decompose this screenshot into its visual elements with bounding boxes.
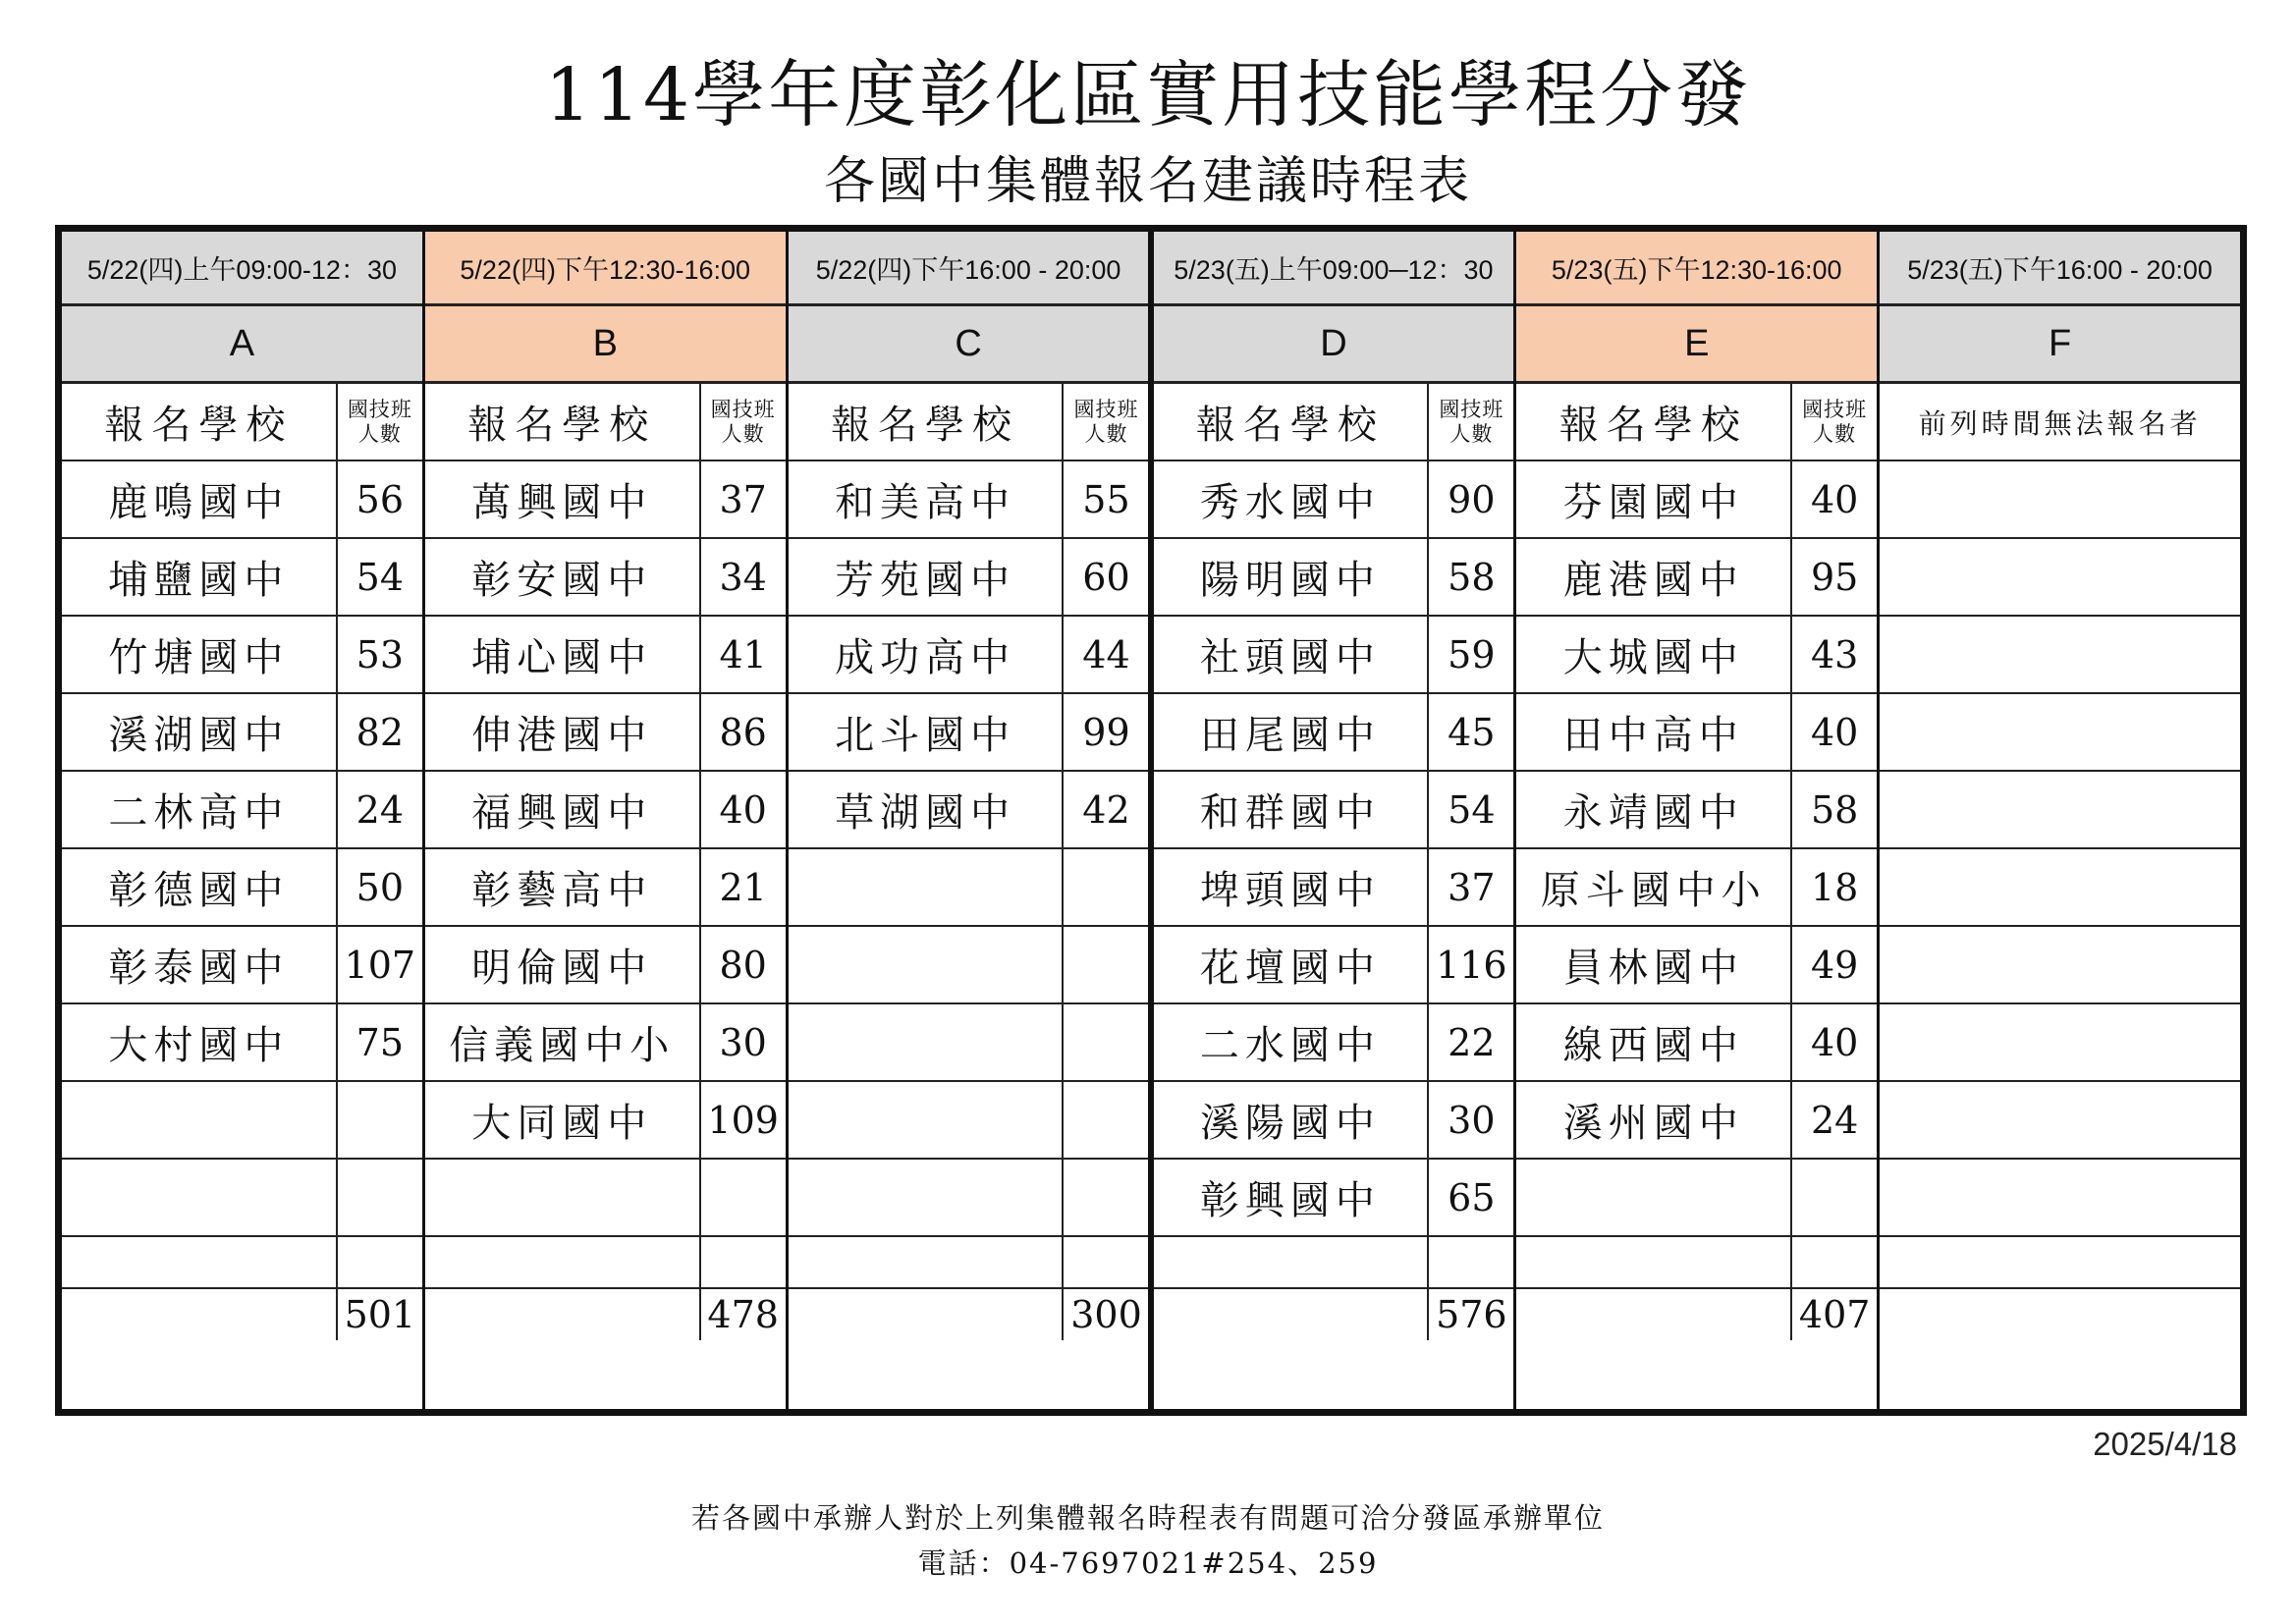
school-name	[62, 1082, 338, 1158]
time-slot-f	[1880, 232, 2240, 1409]
student-count: 37	[719, 477, 767, 521]
page-title: 114學年度彰化區實用技能學程分發	[544, 53, 1752, 137]
page-subtitle: 各國中集體報名建議時程表	[823, 152, 1472, 211]
table-row	[1516, 539, 1877, 617]
school-name	[425, 1237, 701, 1287]
table-row	[789, 772, 1149, 849]
total-label-cell	[789, 1289, 1065, 1340]
table-row	[1154, 461, 1514, 539]
day-group-1	[62, 232, 1149, 1409]
school-name: 芳苑國中	[789, 539, 1065, 615]
table-row	[62, 1160, 422, 1237]
table-row	[62, 1237, 422, 1289]
student-count: 18	[1810, 865, 1859, 909]
school-name: 永靖國中	[1516, 772, 1792, 847]
slot-letter: F	[1880, 306, 2240, 384]
student-count: 34	[719, 555, 767, 599]
student-count: 42	[1082, 787, 1130, 832]
slot-time: 5/22(四)下午12:30-16:00	[425, 232, 786, 306]
table-row	[425, 694, 786, 772]
table-row	[1516, 1160, 1877, 1237]
column-header-row	[1516, 384, 1877, 461]
total-row	[1516, 1289, 1877, 1340]
count-header-line2: 人數	[1084, 421, 1128, 446]
footer-phone: 電話：04-7697021#254、259	[917, 1546, 1379, 1580]
student-count: 54	[355, 555, 404, 599]
table-row	[425, 1004, 786, 1082]
table-row	[789, 617, 1149, 694]
student-count	[1064, 1160, 1148, 1235]
school-name: 北斗國中	[789, 694, 1065, 770]
count-header-line1: 國技班	[347, 397, 412, 421]
table-row	[1880, 772, 2240, 849]
school-name: 彰泰國中	[62, 927, 338, 1002]
school-name: 伸港國中	[425, 694, 701, 770]
table-row	[1880, 1160, 2240, 1237]
school-name: 員林國中	[1516, 927, 1792, 1002]
school-column-header: 報名學校	[789, 384, 1065, 460]
total-count: 407	[1798, 1293, 1871, 1336]
student-count	[1429, 1237, 1513, 1287]
table-row	[1880, 1237, 2240, 1289]
table-row	[62, 1004, 422, 1082]
school-name: 萬興國中	[425, 461, 701, 537]
time-slot-e	[1516, 232, 1877, 1409]
school-name: 大村國中	[62, 1004, 338, 1080]
slot-letter: B	[425, 306, 786, 384]
school-name: 陽明國中	[1154, 539, 1430, 615]
school-name	[789, 1004, 1065, 1080]
school-name: 彰興國中	[1154, 1160, 1430, 1235]
school-name: 溪湖國中	[62, 694, 338, 770]
school-name: 溪州國中	[1516, 1082, 1792, 1158]
count-column-header	[701, 384, 786, 460]
count-column-header	[338, 384, 422, 460]
student-count: 86	[719, 710, 767, 754]
column-header-row	[425, 384, 786, 461]
table-row	[1880, 927, 2240, 1004]
student-count: 82	[355, 710, 404, 754]
school-name: 和群國中	[1154, 772, 1430, 847]
table-row	[789, 849, 1149, 927]
student-count	[1064, 1082, 1148, 1158]
school-name	[1516, 1160, 1792, 1235]
count-header-line1: 國技班	[710, 397, 776, 421]
school-name: 彰安國中	[425, 539, 701, 615]
school-name: 明倫國中	[425, 927, 701, 1002]
table-row	[789, 539, 1149, 617]
schedule-table	[55, 225, 2247, 1416]
student-count	[1792, 1160, 1877, 1235]
student-count: 24	[355, 787, 404, 832]
student-count	[701, 1160, 786, 1235]
table-row	[425, 539, 786, 617]
table-row	[1880, 539, 2240, 617]
total-label-cell	[62, 1289, 338, 1340]
school-name: 草湖國中	[789, 772, 1065, 847]
school-name: 線西國中	[1516, 1004, 1792, 1080]
table-row	[1516, 694, 1877, 772]
table-row	[1516, 1004, 1877, 1082]
table-row	[1154, 927, 1514, 1004]
student-count: 65	[1448, 1175, 1496, 1219]
table-row	[789, 1082, 1149, 1160]
time-slot-c	[789, 232, 1149, 1409]
table-row	[62, 461, 422, 539]
table-row	[1154, 539, 1514, 617]
time-slot-d	[1154, 232, 1514, 1409]
total-label-cell	[1154, 1289, 1430, 1340]
table-row	[1516, 849, 1877, 927]
student-count: 44	[1082, 632, 1130, 677]
table-row	[1880, 1004, 2240, 1082]
table-row	[62, 1082, 422, 1160]
table-row	[62, 772, 422, 849]
student-count: 56	[355, 477, 404, 521]
student-count	[338, 1160, 422, 1235]
student-count: 58	[1448, 555, 1496, 599]
school-name: 二水國中	[1154, 1004, 1430, 1080]
school-name	[62, 1237, 338, 1287]
student-count: 54	[1448, 787, 1496, 832]
table-row	[789, 1004, 1149, 1082]
school-name: 埔鹽國中	[62, 539, 338, 615]
table-row	[789, 927, 1149, 1004]
table-row	[62, 849, 422, 927]
slot-time: 5/23(五)下午12:30-16:00	[1516, 232, 1877, 306]
student-count: 41	[719, 632, 767, 677]
table-row	[789, 694, 1149, 772]
school-name: 田尾國中	[1154, 694, 1430, 770]
student-count	[1792, 1237, 1877, 1287]
table-row	[425, 1160, 786, 1237]
total-row	[62, 1289, 422, 1340]
table-row	[1880, 694, 2240, 772]
table-row	[1880, 849, 2240, 927]
school-name: 彰德國中	[62, 849, 338, 925]
student-count: 90	[1448, 477, 1496, 521]
document-date: 2025/4/18	[2093, 1426, 2237, 1462]
count-header-line2: 人數	[1449, 421, 1494, 446]
table-row	[1154, 1237, 1514, 1289]
student-count: 60	[1082, 555, 1130, 599]
table-row	[1154, 772, 1514, 849]
count-header-line1: 國技班	[1802, 397, 1868, 421]
count-column-header	[1792, 384, 1877, 460]
table-row	[1516, 461, 1877, 539]
table-row	[425, 849, 786, 927]
count-header-line2: 人數	[1813, 421, 1857, 446]
table-row	[1154, 617, 1514, 694]
student-count: 109	[707, 1098, 779, 1142]
school-name	[62, 1160, 338, 1235]
table-row	[62, 539, 422, 617]
slot-time: 5/22(四)上午09:00-12：30	[62, 232, 422, 306]
table-row	[62, 694, 422, 772]
student-count: 59	[1448, 632, 1496, 677]
slot-time: 5/23(五)下午16:00 - 20:00	[1880, 232, 2240, 306]
student-count	[338, 1082, 422, 1158]
school-name: 竹塘國中	[62, 617, 338, 692]
student-count: 45	[1448, 710, 1496, 754]
student-count: 24	[1810, 1098, 1859, 1142]
student-count: 116	[1436, 943, 1507, 987]
school-name	[1516, 1237, 1792, 1287]
count-header-line2: 人數	[721, 421, 765, 446]
table-row	[1880, 461, 2240, 539]
table-row	[1516, 1082, 1877, 1160]
total-row	[1880, 1289, 2240, 1340]
student-count: 58	[1810, 787, 1859, 832]
total-row	[789, 1289, 1149, 1340]
late-registration-note: 前列時間無法報名者	[1880, 384, 2240, 461]
student-count: 49	[1810, 943, 1859, 987]
time-slot-a	[62, 232, 422, 1409]
student-count: 53	[355, 632, 404, 677]
student-count	[338, 1237, 422, 1287]
school-name: 花壇國中	[1154, 927, 1430, 1002]
count-column-header	[1064, 384, 1148, 460]
column-header-row	[62, 384, 422, 461]
school-name	[789, 927, 1065, 1002]
table-row	[425, 1082, 786, 1160]
school-name	[425, 1160, 701, 1235]
table-row	[425, 1237, 786, 1289]
table-row	[62, 927, 422, 1004]
slot-time: 5/22(四)下午16:00 - 20:00	[789, 232, 1149, 306]
total-count: 478	[707, 1293, 779, 1336]
total-count: 576	[1436, 1293, 1507, 1336]
school-column-header: 報名學校	[425, 384, 701, 460]
school-name: 秀水國中	[1154, 461, 1430, 537]
total-row	[425, 1289, 786, 1340]
total-label-cell	[425, 1289, 701, 1340]
school-name: 大同國中	[425, 1082, 701, 1158]
count-header-line1: 國技班	[1073, 397, 1139, 421]
student-count: 40	[1810, 477, 1859, 521]
time-slot-b	[425, 232, 786, 1409]
school-name	[789, 849, 1065, 925]
student-count	[1064, 849, 1148, 925]
student-count: 43	[1810, 632, 1859, 677]
table-row	[1516, 772, 1877, 849]
student-count: 50	[355, 865, 404, 909]
table-row	[1154, 849, 1514, 927]
student-count: 80	[719, 943, 767, 987]
table-row	[1154, 1004, 1514, 1082]
student-count	[1064, 927, 1148, 1002]
student-count	[1064, 1237, 1148, 1287]
student-count: 40	[1810, 710, 1859, 754]
table-row	[1154, 1082, 1514, 1160]
slot-letter: C	[789, 306, 1149, 384]
count-header-line1: 國技班	[1439, 397, 1504, 421]
school-name: 原斗國中小	[1516, 849, 1792, 925]
count-column-header	[1429, 384, 1513, 460]
student-count: 75	[355, 1020, 404, 1064]
column-header-row	[1154, 384, 1514, 461]
table-row	[62, 617, 422, 694]
table-row	[425, 461, 786, 539]
school-name	[789, 1082, 1065, 1158]
student-count: 40	[719, 787, 767, 832]
table-row	[1516, 1237, 1877, 1289]
table-row	[1516, 617, 1877, 694]
slot-letter: A	[62, 306, 422, 384]
school-name: 和美高中	[789, 461, 1065, 537]
table-row	[1516, 927, 1877, 1004]
table-row	[425, 772, 786, 849]
slot-time: 5/23(五)上午09:00─12：30	[1154, 232, 1514, 306]
school-name: 彰藝高中	[425, 849, 701, 925]
school-name: 田中高中	[1516, 694, 1792, 770]
slot-letter: E	[1516, 306, 1877, 384]
student-count	[701, 1237, 786, 1287]
student-count: 55	[1082, 477, 1130, 521]
student-count: 95	[1810, 555, 1859, 599]
total-row	[1154, 1289, 1514, 1340]
table-row	[425, 617, 786, 694]
column-header-row	[789, 384, 1149, 461]
student-count	[1064, 1004, 1148, 1080]
total-label-cell	[1516, 1289, 1792, 1340]
table-row	[789, 1237, 1149, 1289]
student-count: 37	[1448, 865, 1496, 909]
day-group-2	[1154, 232, 2241, 1409]
student-count: 99	[1082, 710, 1130, 754]
school-name: 鹿港國中	[1516, 539, 1792, 615]
student-count: 40	[1810, 1020, 1859, 1064]
school-name: 埔心國中	[425, 617, 701, 692]
table-row	[1880, 617, 2240, 694]
student-count: 107	[344, 943, 416, 987]
student-count: 30	[1448, 1098, 1496, 1142]
footer-note: 若各國中承辦人對於上列集體報名時程表有問題可洽分發區承辦單位	[690, 1501, 1605, 1535]
school-name: 溪陽國中	[1154, 1082, 1430, 1158]
table-row	[1880, 1082, 2240, 1160]
school-name: 二林高中	[62, 772, 338, 847]
count-header-line2: 人數	[357, 421, 402, 446]
school-name: 鹿鳴國中	[62, 461, 338, 537]
table-row	[1154, 694, 1514, 772]
school-name: 埤頭國中	[1154, 849, 1430, 925]
total-count: 501	[344, 1293, 416, 1336]
slot-letter: D	[1154, 306, 1514, 384]
student-count: 21	[719, 865, 767, 909]
school-name	[789, 1160, 1065, 1235]
school-name: 成功高中	[789, 617, 1065, 692]
school-column-header: 報名學校	[1154, 384, 1430, 460]
school-column-header: 報名學校	[62, 384, 338, 460]
table-row	[1154, 1160, 1514, 1237]
student-count: 30	[719, 1020, 767, 1064]
table-row	[789, 1160, 1149, 1237]
school-name	[1154, 1237, 1430, 1287]
school-name: 芬園國中	[1516, 461, 1792, 537]
school-name: 社頭國中	[1154, 617, 1430, 692]
school-column-header: 報名學校	[1516, 384, 1792, 460]
school-name: 福興國中	[425, 772, 701, 847]
school-name: 大城國中	[1516, 617, 1792, 692]
school-name	[789, 1237, 1065, 1287]
table-row	[425, 927, 786, 1004]
school-name: 信義國中小	[425, 1004, 701, 1080]
total-count: 300	[1070, 1293, 1142, 1336]
student-count: 22	[1448, 1020, 1496, 1064]
table-row	[789, 461, 1149, 539]
